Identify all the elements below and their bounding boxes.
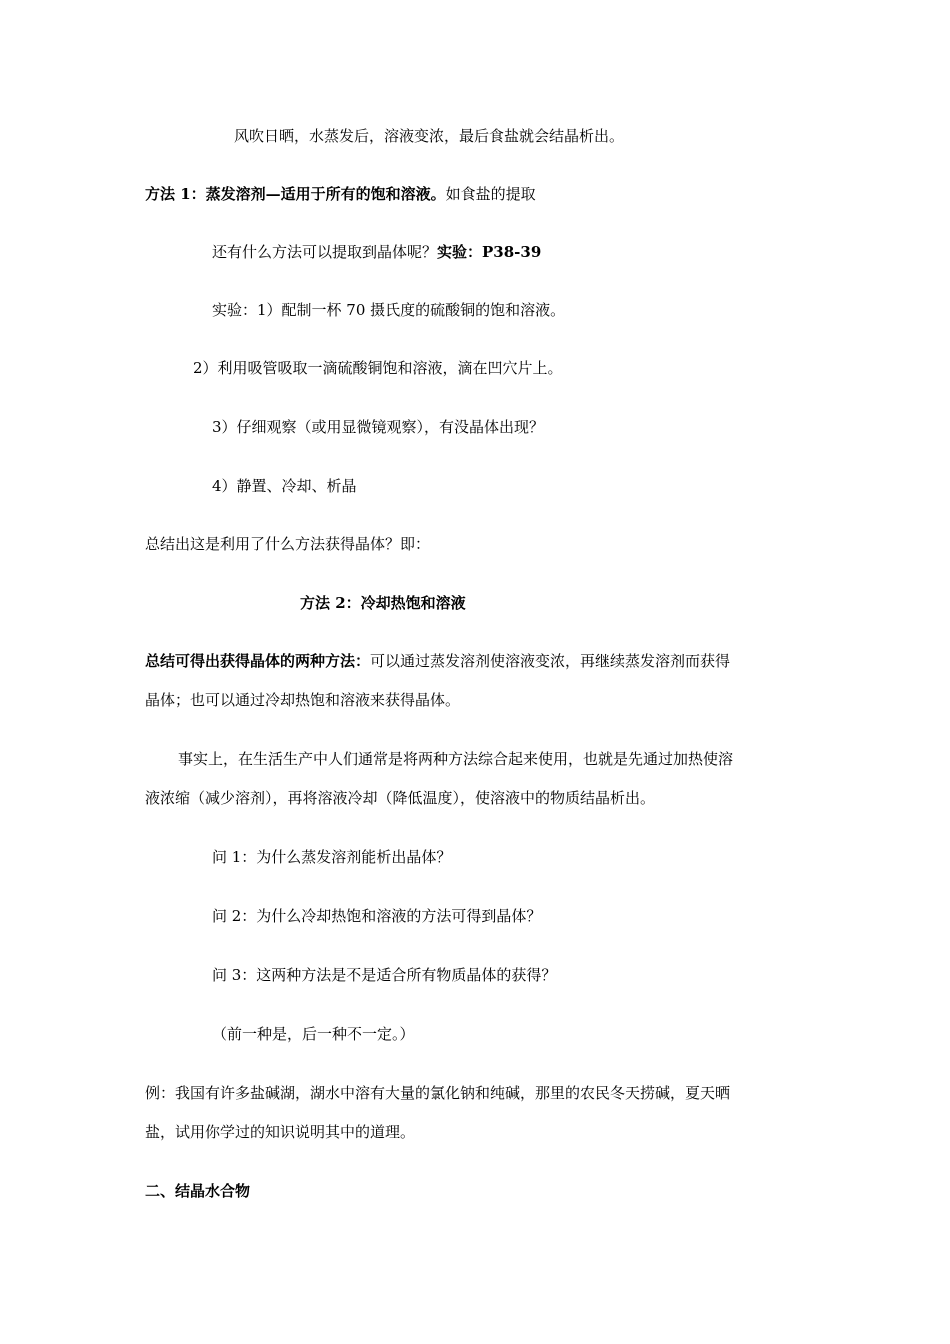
question-text: 还有什么方法可以提取到晶体呢？	[212, 243, 438, 261]
experiment-step-2: 2）利用吸管吸取一滴硫酸铜饱和溶液，滴在凹穴片上。	[193, 359, 563, 377]
fact-line-2: 液浓缩（减少溶剂），再将溶液冷却（降低温度），使溶液中的物质结晶析出。	[145, 789, 656, 807]
section-2-heading: 二、结晶水合物	[145, 1182, 251, 1200]
conclusion-text-1: 可以通过蒸发溶剂使溶液变浓，再继续蒸发溶剂而获得	[370, 652, 731, 670]
conclusion-line-2: 晶体；也可以通过冷却热饱和溶液来获得晶体。	[145, 691, 461, 709]
question-2: 问 2：为什么冷却热饱和溶液的方法可得到晶体？	[212, 907, 542, 925]
method-1-example: 如食盐的提取	[445, 185, 536, 203]
paragraph-evaporation-note: 风吹日晒，水蒸发后，溶液变浓，最后食盐就会结晶析出。	[234, 127, 625, 145]
conclusion-line-1	[145, 651, 730, 671]
example-line-1: 例：我国有许多盐碱湖，湖水中溶有大量的氯化钠和纯碱，那里的农民冬天捞碱，夏天晒	[145, 1084, 731, 1102]
method-2-title: 方法 2：冷却热饱和溶液	[300, 594, 466, 612]
question-3-answer: （前一种是，后一种不一定。）	[212, 1025, 415, 1043]
experiment-step-1: 实验：1）配制一杯 70 摄氏度的硫酸铜的饱和溶液。	[212, 301, 566, 319]
experiment-reference: 实验：P38-39	[437, 243, 542, 261]
fact-line-1: 事实上，在生活生产中人们通常是将两种方法综合起来使用，也就是先通过加热使溶	[178, 750, 734, 768]
question-3: 问 3：这两种方法是不是适合所有物质晶体的获得？	[212, 966, 557, 984]
example-line-2: 盐，试用你学过的知识说明其中的道理。	[145, 1123, 416, 1141]
question-1: 问 1：为什么蒸发溶剂能析出晶体？	[212, 848, 452, 866]
method-1-title: 方法 1：蒸发溶剂—适用于所有的饱和溶液。	[145, 185, 446, 203]
experiment-step-3: 3）仔细观察（或用显微镜观察），有没晶体出现？	[212, 418, 545, 436]
method-1-line	[145, 184, 536, 204]
summary-question: 总结出这是利用了什么方法获得晶体？即：	[145, 535, 431, 553]
conclusion-title: 总结可得出获得晶体的两种方法：	[145, 652, 371, 670]
experiment-step-4: 4）静置、冷却、析晶	[212, 477, 357, 495]
question-line	[212, 242, 541, 262]
